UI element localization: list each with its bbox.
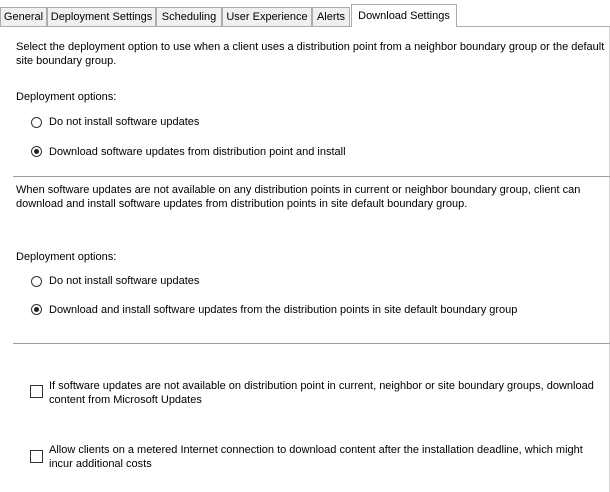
section-divider <box>13 176 610 177</box>
section1-option-no-install-radio[interactable] <box>31 117 42 128</box>
tab-strip <box>0 0 610 27</box>
metered-connection-label[interactable]: Allow clients on a metered Internet connection to download content after the installation deadline, which might incur additional costs <box>49 444 583 470</box>
section1-option-download-install-radio[interactable] <box>31 146 42 157</box>
section2-option-default-boundary-label[interactable]: Download and install software updates from the distribution points in site default boundary group <box>49 304 518 316</box>
radio-selected-dot <box>34 307 39 312</box>
tab-scheduling[interactable]: Scheduling <box>156 7 222 26</box>
section1-option-no-install-label[interactable]: Do not install software updates <box>49 116 200 128</box>
radio-selected-dot <box>34 149 39 154</box>
section1-options-label: Deployment options: <box>16 91 117 103</box>
section1-option-download-install-label[interactable]: Download software updates from distribution point and install <box>49 146 346 158</box>
tab-user-experience[interactable]: User Experience <box>222 7 312 26</box>
tab-general[interactable]: General <box>0 7 47 26</box>
section2-options-label: Deployment options: <box>16 251 117 263</box>
section1-description: Select the deployment option to use when a client uses a distribution point from a neighbor boundary group or the default site boundary group. <box>16 41 605 67</box>
microsoft-updates-fallback-checkbox[interactable] <box>30 385 43 398</box>
tab-download-settings[interactable]: Download Settings <box>351 4 457 27</box>
metered-connection-checkbox[interactable] <box>30 450 43 463</box>
section-divider <box>13 343 610 344</box>
section2-option-default-boundary-radio[interactable] <box>31 304 42 315</box>
microsoft-updates-fallback-label[interactable]: If software updates are not available on distribution point in current, neighbor or site boundary groups, download content from Microsoft Updates <box>49 380 594 406</box>
tab-alerts[interactable]: Alerts <box>312 7 350 26</box>
section2-option-no-install-radio[interactable] <box>31 276 42 287</box>
tab-deployment-settings[interactable]: Deployment Settings <box>47 7 156 26</box>
section2-option-no-install-label[interactable]: Do not install software updates <box>49 275 200 287</box>
section2-description: When software updates are not available on any distribution points in current or neighbor boundary group, client can download and install software updates from distribution points in site default boundary group. <box>16 184 581 210</box>
